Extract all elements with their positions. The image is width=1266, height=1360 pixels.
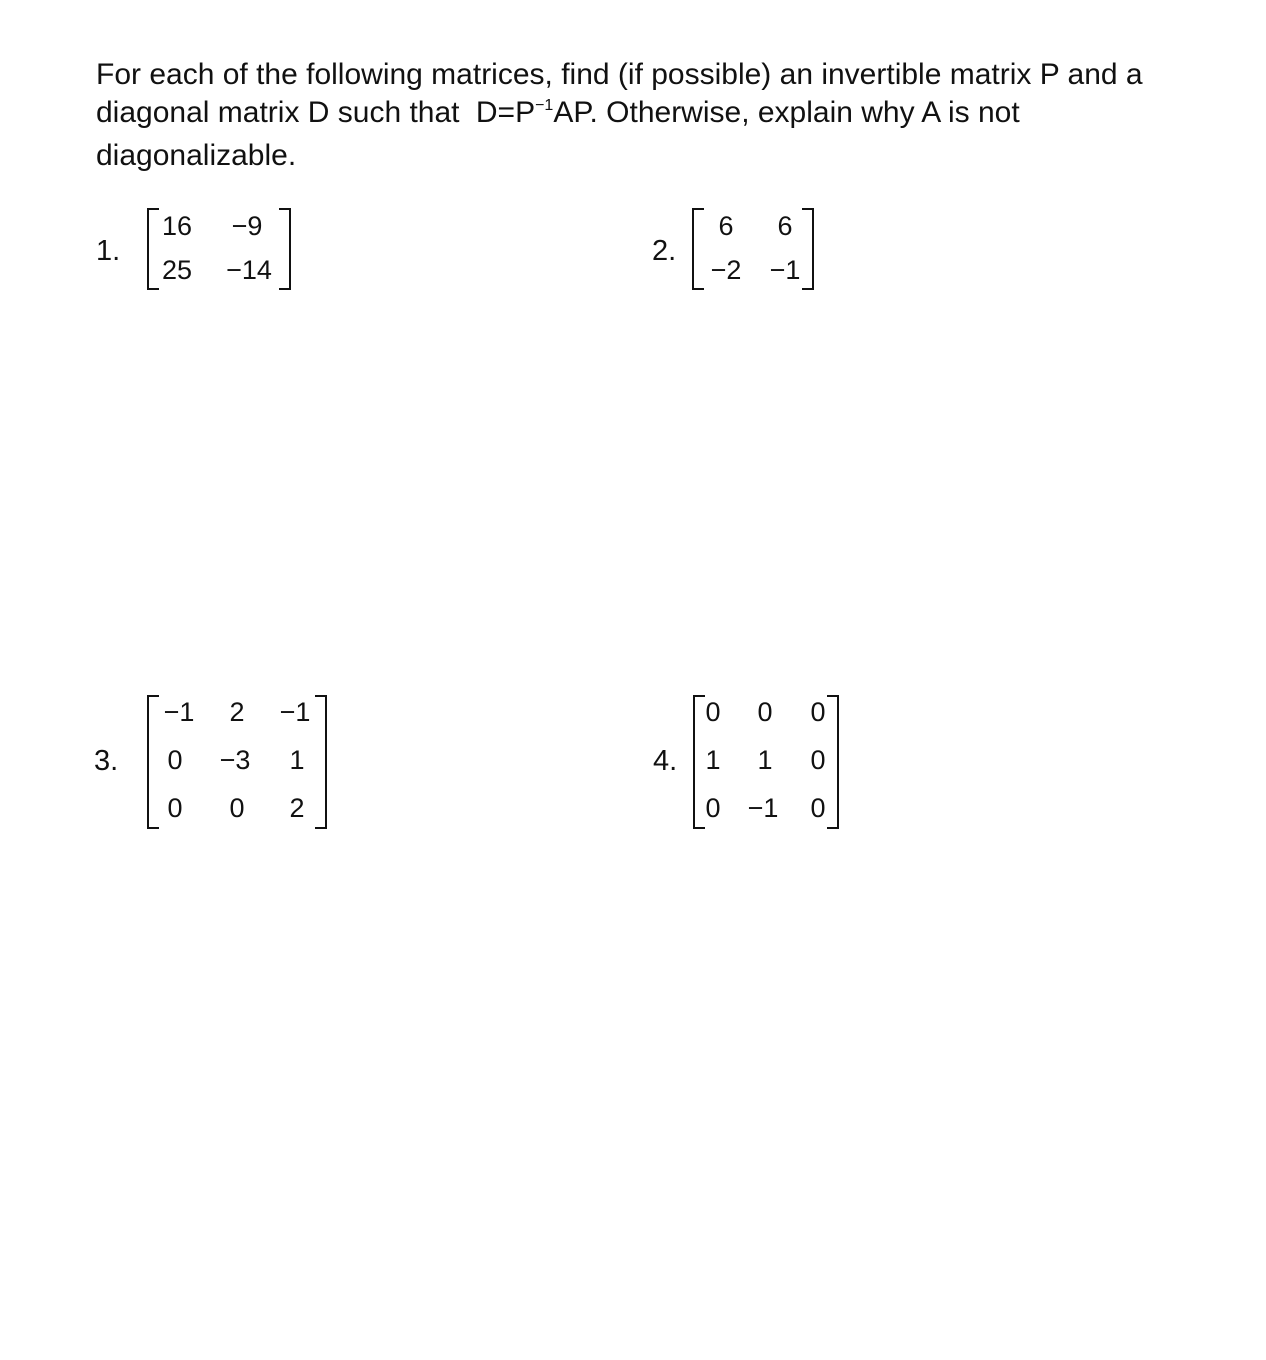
problem-1-label: 1.: [96, 235, 121, 267]
matrix-2-cell: 6: [718, 211, 734, 241]
matrix-3-cell: −1: [163, 697, 195, 727]
equation: [476, 96, 590, 129]
eq-op: =: [497, 96, 516, 129]
eq-p: P: [515, 96, 536, 129]
matrix-4: [693, 695, 839, 829]
matrix-2-cell: −2: [710, 255, 742, 285]
matrix-3-cell: 0: [229, 793, 245, 823]
matrix-1: [147, 208, 291, 290]
matrix-3: [147, 695, 327, 829]
matrix-3-cell: 0: [167, 793, 183, 823]
eq-superscript: −1: [535, 97, 554, 114]
matrix-3-cell: −3: [219, 745, 251, 775]
matrix-2: [692, 208, 814, 290]
matrix-4-cell: 0: [705, 697, 721, 727]
matrix-4-cell: 0: [810, 793, 826, 823]
matrix-4-cell: −1: [747, 793, 779, 823]
matrix-1-cell: 16: [161, 211, 193, 241]
problem-3-label: 3.: [94, 745, 119, 777]
problem-4-label: 4.: [653, 745, 678, 777]
matrix-4-cell: 0: [757, 697, 773, 727]
matrix-4-cell: 1: [757, 745, 773, 775]
instruction-text-b: . Otherwise, explain why A is not: [589, 96, 1020, 129]
eq-lhs: D: [475, 96, 498, 129]
eq-rhs: AP: [553, 96, 590, 129]
matrix-1-cell: −14: [226, 255, 272, 285]
matrix-4-cell: 0: [810, 745, 826, 775]
problem-2-label: 2.: [652, 235, 677, 267]
matrix-2-cell: 6: [777, 211, 793, 241]
instruction-line-1: For each of the following matrices, find (if possible) an invertible matrix P and a: [96, 58, 1143, 91]
matrix-4-cell: 0: [810, 697, 826, 727]
matrix-3-cell: −1: [279, 697, 311, 727]
matrix-4-cell: 1: [705, 745, 721, 775]
matrix-3-cell: 2: [229, 697, 245, 727]
matrix-1-cell: 25: [161, 255, 193, 285]
matrix-1-cell: −9: [231, 211, 263, 241]
matrix-3-cell: 2: [289, 793, 305, 823]
instructions: [96, 56, 1206, 175]
instruction-text-a: diagonal matrix D such that: [96, 96, 460, 129]
matrix-4-cell: 0: [705, 793, 721, 823]
instruction-line-2: [96, 94, 1206, 137]
matrix-2-cell: −1: [769, 255, 801, 285]
instruction-line-3: diagonalizable.: [96, 139, 297, 172]
matrix-3-cell: 0: [167, 745, 183, 775]
matrix-3-cell: 1: [289, 745, 305, 775]
